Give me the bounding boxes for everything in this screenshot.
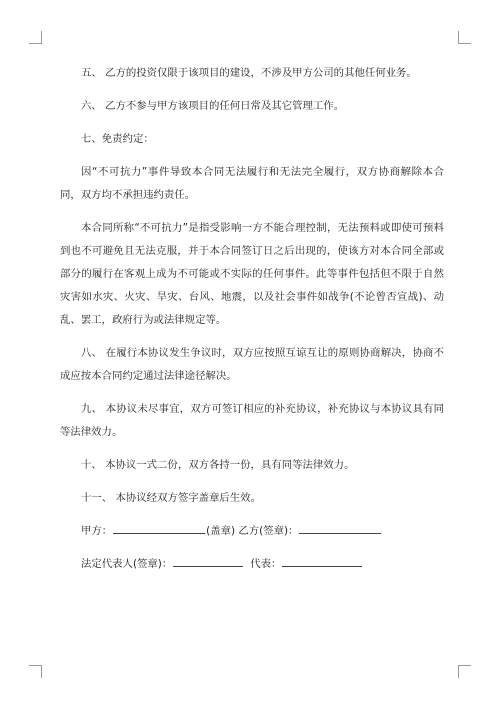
- crop-mark-bottom-right: [458, 665, 471, 678]
- agent-blank: [282, 556, 362, 567]
- clause-6: 六、 乙方不参与甲方该项目的任何日常及其它管理工作。: [81, 100, 345, 112]
- party-a-label: 甲方：: [81, 525, 113, 537]
- party-a-blank: [113, 523, 205, 534]
- signature-line-representatives: [60, 553, 444, 576]
- crop-mark-bottom-left: [29, 665, 42, 678]
- clause-10: 十、 本协议一式二份，双方各持一份，具有同等法律效力。: [81, 459, 355, 471]
- clause-8: 八、 在履行本协议发生争议时，双方应按照互谅互让的原则协商解决，协商不成应按本合同约定通过法律途径解决。: [60, 347, 444, 382]
- agent-label: 代表：: [250, 558, 282, 570]
- party-b-blank: [299, 523, 381, 534]
- seal-label: (盖章) 乙方(签章)：: [206, 525, 299, 537]
- clause-9: 九、 本协议未尽事宜，双方可签订相应的补充协议，补充协议与本协议具有同等法律效力。: [60, 403, 444, 438]
- clause-11: 十一、 本协议经双方签字盖章后生效。: [81, 492, 261, 504]
- force-majeure-definition: 本合同所称“不可抗力”是指受影响一方不能合理控制，无法预料或即使可预料到也不可避免且无法克服，并于本合同签订日之后出现的，使该方对本合同全部或部分的履行在客观上成为不可能或不实际的任何事件。此等事件包括但不限于自然灾害如水灾、火灾、旱灾、台风、地震，以及社会事件如战争(不论曾否宣战)、动乱、罢工，政府行为或法律规定等。: [60, 222, 444, 326]
- force-majeure-paragraph: 因“不可抗力”事件导致本合同无法履行和无法完全履行，双方协商解除本合同，双方均不承担违约责任。: [60, 166, 444, 201]
- legal-rep-label: 法定代表人(签章)：: [81, 558, 173, 570]
- document-page: [60, 62, 444, 586]
- clause-7-heading: 七、免责约定：: [81, 133, 154, 145]
- clause-5: 五、 乙方的投资仅限于该项目的建设，不涉及甲方公司的其他任何业务。: [81, 67, 417, 79]
- legal-rep-blank: [173, 556, 243, 567]
- signature-line-parties: [60, 520, 444, 543]
- crop-mark-top-left: [29, 31, 42, 44]
- crop-mark-top-right: [458, 31, 471, 44]
